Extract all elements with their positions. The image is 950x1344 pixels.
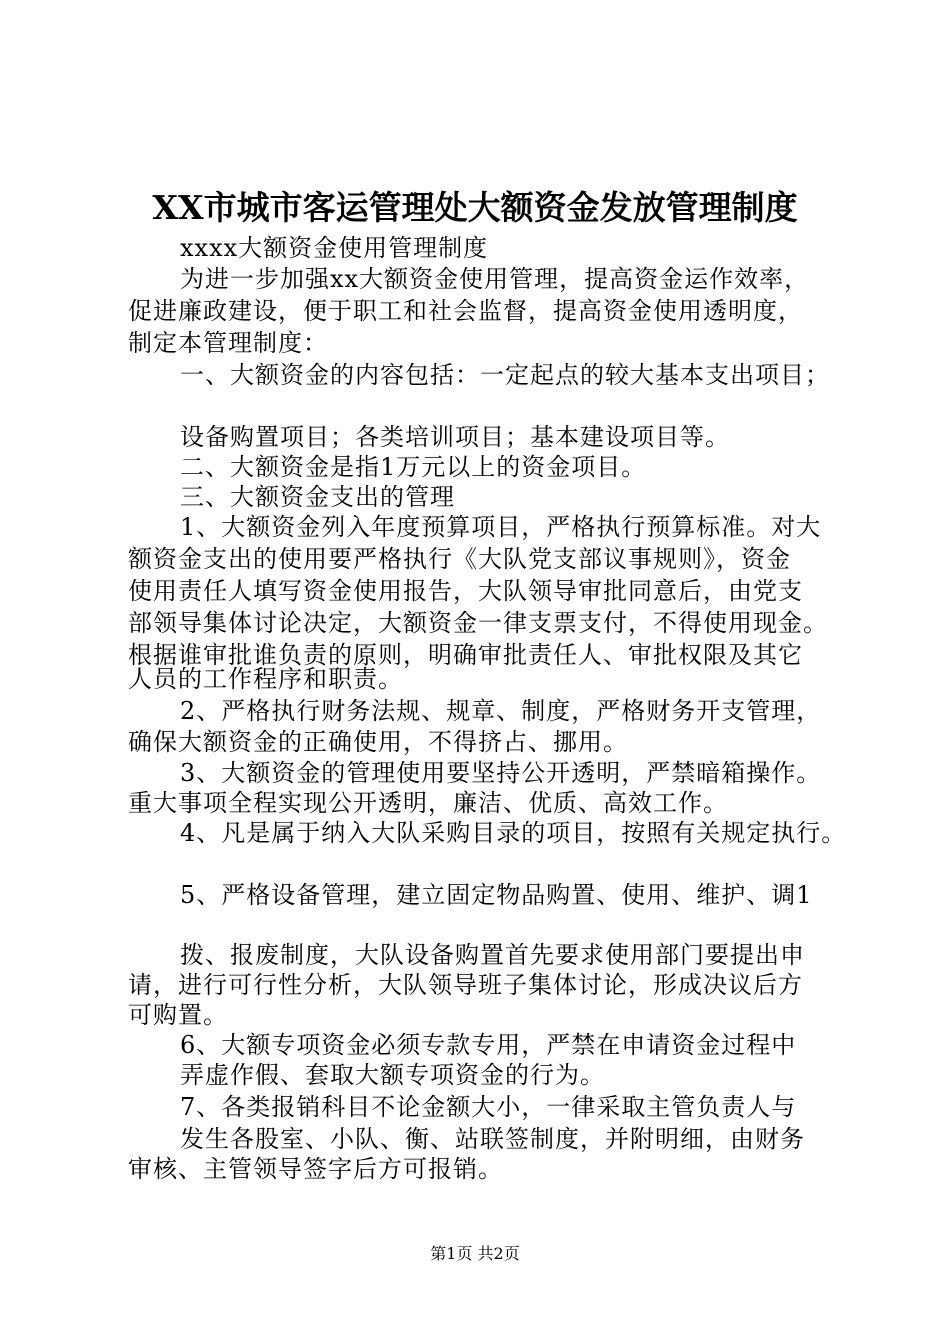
item-3-line-2: 重大事项全程实现公开透明，廉洁、优质、高效工作。 [128, 789, 728, 817]
item-1-line-6: 人员的工作程序和职责。 [128, 665, 403, 693]
intro-line-2: 促进廉政建设，便于职工和社会监督，提高资金使用透明度， [128, 297, 803, 325]
item-1-line-3: 使用责任人填写资金使用报告，大队领导审批同意后，由党支 [128, 577, 803, 605]
item-1-line-4: 部领导集体讨论决定，大额资金一律支票支付，不得使用现金。 [128, 609, 828, 637]
item-7-line-1: 7、各类报销科目不论金额大小，一律采取主管负责人与 [180, 1093, 797, 1121]
item-1-line-2: 额资金支出的使用要严格执行《大队党支部议事规则》，资金 [128, 545, 791, 573]
item-3-line-1: 3、大额资金的管理使用要坚持公开透明，严禁暗箱操作。 [180, 759, 822, 787]
subtitle-line: xxxx大额资金使用管理制度 [180, 234, 489, 262]
item-1-line-1: 1、大额资金列入年度预算项目，严格执行预算标准。对大 [180, 513, 822, 541]
item-6-line-2: 弄虚作假、套取大额专项资金的行为。 [180, 1061, 605, 1089]
item-4-line: 4、凡是属于纳入大队采购目录的项目，按照有关规定执行。 [180, 819, 847, 847]
item-5-line-1: 5、严格设备管理，建立固定物品购置、使用、维护、调1 [180, 881, 813, 909]
section-1-line-1: 一、大额资金的内容包括：一定起点的较大基本支出项目； [180, 361, 830, 389]
item-1-line-5: 根据谁审批谁负责的原则，明确审批责任人、审批权限及其它 [128, 641, 803, 669]
item-7-line-3: 审核、主管领导签字后方可报销。 [128, 1155, 503, 1183]
page-footer: 第1页 共2页 [430, 1244, 520, 1263]
section-1-line-2: 设备购置项目；各类培训项目；基本建设项目等。 [180, 423, 730, 451]
intro-line-3: 制定本管理制度： [128, 329, 328, 357]
intro-line-1: 为进一步加强xx大额资金使用管理，提高资金运作效率， [180, 265, 810, 293]
item-5-line-3: 请，进行可行性分析，大队领导班子集体讨论，形成决议后方 [128, 971, 803, 999]
document-title: XX市城市客运管理处大额资金发放管理制度 [152, 188, 798, 227]
item-2-line-1: 2、严格执行财务法规、规章、制度，严格财务开支管理， [180, 697, 822, 725]
section-2-line: 二、大额资金是指1万元以上的资金项目。 [180, 453, 647, 481]
item-5-line-2: 拨、报废制度，大队设备购置首先要求使用部门要提出申 [180, 941, 805, 969]
section-3-heading: 三、大额资金支出的管理 [180, 483, 455, 511]
item-6-line-1: 6、大额专项资金必须专款专用，严禁在申请资金过程中 [180, 1031, 797, 1059]
item-2-line-2: 确保大额资金的正确使用，不得挤占、挪用。 [128, 728, 628, 756]
item-5-line-4: 可购置。 [128, 1001, 228, 1029]
item-7-line-2: 发生各股室、小队、衡、站联签制度，并附明细，由财务 [180, 1125, 805, 1153]
